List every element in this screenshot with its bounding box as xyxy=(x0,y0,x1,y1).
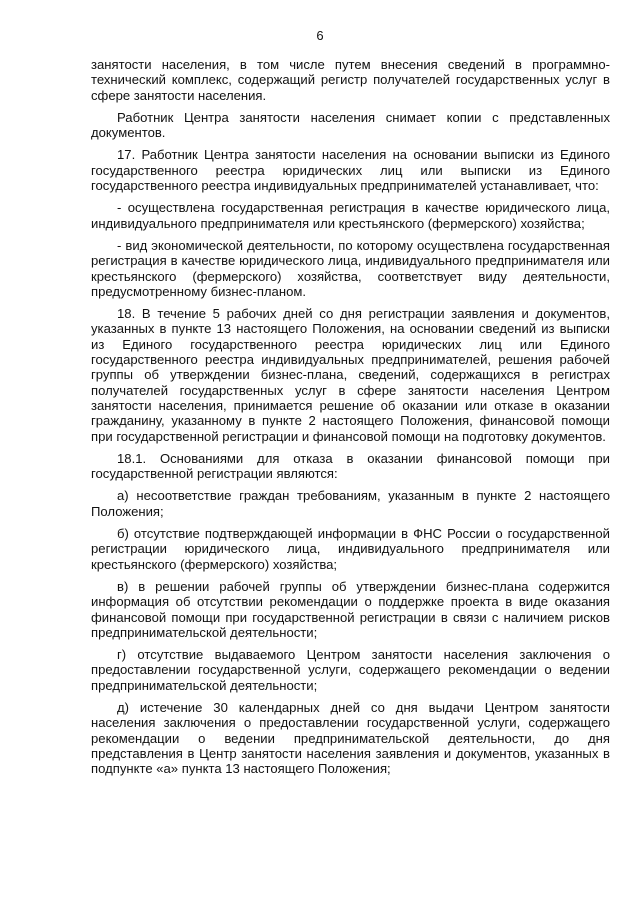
paragraph-1: занятости населения, в том числе путем внесения сведений в программно-технический комплекс, содержащий регистр получателей государственных услуг в сфере занятости населения. xyxy=(91,57,610,103)
paragraph-2: Работник Центра занятости населения снимает копии с представленных документов. xyxy=(91,109,610,141)
paragraph-5: - вид экономической деятельности, по которому осуществлена государственная регистрация в качестве юридического лица, индивидуального предпринимателя или крестьянского (фермерского) хозяйства, соответствует виду деятельности, предусмотренному бизнес-планом. xyxy=(91,237,610,299)
paragraph-6: 18. В течение 5 рабочих дней со дня регистрации заявления и документов, указанных в пункте 13 настоящего Положения, на основании сведений из выписки из Единого государственного реестра юридических лиц или Единого государственного реестра индивидуальных предпринимателей, решения рабочей группы об утверждении бизнес-плана, сведений, содержащихся в регистрах получателей государственных услуг в сфере занятости населения Центром занятости населения, принимается решение об оказании или отказе в оказании гражданину, указанному в пункте 2 настоящего Положения, финансовой помощи при государственной регистрации и финансовой помощи на подготовку документов. xyxy=(91,306,610,444)
paragraph-4: - осуществлена государственная регистрация в качестве юридического лица, индивидуального предпринимателя или крестьянского (фермерского) хозяйства; xyxy=(91,200,610,231)
paragraph-11: г) отсутствие выдаваемого Центром занятости населения заключения о предоставлении государственной услуги, содержащего рекомендации о ведении предпринимательской деятельности; xyxy=(91,647,610,693)
paragraph-8: а) несоответствие граждан требованиям, указанным в пункте 2 настоящего Положения; xyxy=(91,488,610,519)
paragraph-10: в) в решении рабочей группы об утверждении бизнес-плана содержится информация об отсутствии рекомендации о поддержке проекта в виде оказания финансовой помощи при государственной регистрации в связи с наличием рисков предпринимательской деятельности; xyxy=(91,578,610,640)
paragraph-12: д) истечение 30 календарных дней со дня выдачи Центром занятости населения заключения о предоставлении государственной услуги, содержащего рекомендации о ведении предпринимательской деятельности, до дня представления в Центр занятости населения заявления и документов, указанных в подпункте «а» пункта 13 настоящего Положения; xyxy=(91,699,610,777)
document-body xyxy=(91,57,610,783)
page-number: 6 xyxy=(316,28,324,43)
paragraph-7: 18.1. Основаниями для отказа в оказании финансовой помощи при государственной регистрации являются: xyxy=(91,450,610,482)
paragraph-3: 17. Работник Центра занятости населения на основании выписки из Единого государственного реестра юридических лиц или выписки из Единого государственного реестра индивидуальных предпринимателей устанавливает, что: xyxy=(91,147,610,194)
paragraph-9: б) отсутствие подтверждающей информации в ФНС России о государственной регистрации юридического лица, индивидуального предпринимателя или крестьянского (фермерского) хозяйства; xyxy=(91,526,610,572)
